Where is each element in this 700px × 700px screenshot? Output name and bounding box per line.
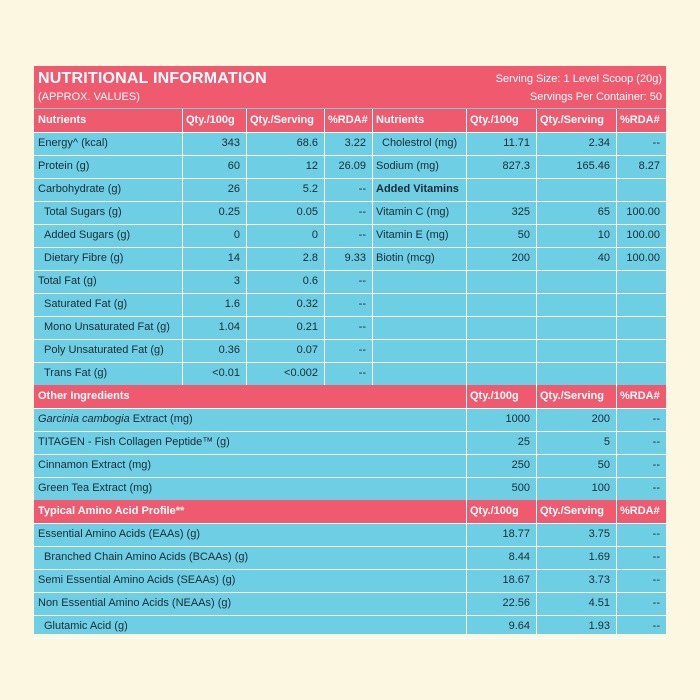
qty-per-serving: 3.75: [588, 528, 610, 540]
rda-percent: --: [358, 298, 366, 310]
qty-per-serving: 68.6: [296, 137, 318, 149]
rda-percent: [616, 339, 666, 362]
qty-per-serving: 5.2: [302, 183, 318, 195]
grid-line: [324, 109, 325, 385]
ingredient-name: [34, 477, 466, 500]
rda-percent: [616, 178, 666, 201]
table-row: [34, 431, 666, 454]
qty-per-100g: 1000: [505, 413, 530, 425]
rda-percent: 100.00: [626, 229, 660, 241]
grid-line: [34, 155, 666, 156]
rda-percent: --: [358, 367, 366, 379]
nutrient-name: Carbohydrate (g): [38, 183, 122, 195]
qty-per-100g: [466, 178, 536, 201]
ingredient-name: [34, 408, 466, 431]
qty-per-serving: 100: [591, 482, 610, 494]
column-header: Qty./100g: [470, 505, 519, 517]
nutrient-name: Saturated Fat (g): [44, 298, 128, 310]
qty-per-100g: [466, 339, 536, 362]
grid-line: [34, 178, 666, 179]
grid-line: [34, 316, 666, 317]
column-header: %RDA#: [328, 114, 368, 126]
grid-line: [182, 109, 183, 385]
qty-per-100g: 22.56: [502, 597, 530, 609]
ingredient-name: [34, 431, 466, 454]
ingredient-name: [34, 615, 466, 638]
column-header: Nutrients: [38, 114, 87, 126]
qty-per-100g: 60: [227, 160, 240, 172]
grid-line: [466, 500, 467, 638]
table-row: [34, 224, 666, 247]
qty-per-serving: [536, 178, 616, 201]
nutrient-name: [372, 362, 466, 385]
serving-size: Serving Size: 1 Level Scoop (20g): [495, 73, 662, 85]
rda-percent: [616, 270, 666, 293]
rda-percent: --: [652, 620, 660, 632]
ingredient-name-text: Non Essential Amino Acids (NEAAs) (g): [38, 597, 232, 609]
column-header: Typical Amino Acid Profile**: [38, 505, 185, 517]
grid-line: [34, 339, 666, 340]
table-row: [34, 316, 666, 339]
nutrient-name: Added Vitamins: [376, 183, 459, 195]
qty-per-100g: 827.3: [502, 160, 530, 172]
table-row: [34, 155, 666, 178]
grid-line: [34, 201, 666, 202]
grid-line: [536, 109, 537, 385]
qty-per-100g: 500: [511, 482, 530, 494]
qty-per-100g: 200: [511, 252, 530, 264]
qty-per-100g: [466, 316, 536, 339]
qty-per-serving: [536, 339, 616, 362]
ingredient-name: [34, 546, 466, 569]
rda-percent: 8.27: [638, 160, 660, 172]
qty-per-serving: 3.73: [588, 574, 610, 586]
grid-line: [34, 247, 666, 248]
table-row: [34, 546, 666, 569]
table-row: [34, 293, 666, 316]
qty-per-serving: 200: [591, 413, 610, 425]
nutrient-name: Protein (g): [38, 160, 90, 172]
other-ingredients-header-row: [34, 385, 666, 408]
qty-per-100g: 343: [221, 137, 240, 149]
qty-per-100g: 18.77: [502, 528, 530, 540]
grid-line: [34, 293, 666, 294]
qty-per-serving: [536, 362, 616, 385]
qty-per-serving: 65: [597, 206, 610, 218]
table-row: [34, 408, 666, 431]
qty-per-100g: 25: [517, 436, 530, 448]
nutrient-name: [372, 270, 466, 293]
qty-per-serving: 0.6: [302, 275, 318, 287]
grid-line: [34, 224, 666, 225]
nutrient-name: [372, 339, 466, 362]
rda-percent: --: [652, 528, 660, 540]
grid-line: [34, 638, 666, 639]
rda-percent: --: [652, 574, 660, 586]
qty-per-100g: 325: [511, 206, 530, 218]
qty-per-100g: [466, 293, 536, 316]
table-row: [34, 615, 666, 638]
grid-line: [34, 270, 666, 271]
nutrient-name: Vitamin C (mg): [376, 206, 450, 218]
grid-line: [616, 109, 617, 385]
rda-percent: [616, 316, 666, 339]
servings-per-container: Servings Per Container: 50: [529, 91, 662, 103]
nutrition-panel: [34, 66, 666, 634]
nutrient-name: Cholestrol (mg): [382, 137, 458, 149]
column-header: Qty./100g: [470, 390, 519, 402]
column-header: Qty./Serving: [250, 114, 314, 126]
column-header: Other Ingredients: [38, 390, 130, 402]
grid-line: [466, 109, 467, 385]
qty-per-100g: 1.04: [218, 321, 240, 333]
ingredient-name-text: Semi Essential Amino Acids (SEAAs) (g): [38, 574, 236, 586]
grid-line: [34, 362, 666, 363]
table-row: [34, 362, 666, 385]
qty-per-serving: 0.32: [296, 298, 318, 310]
nutrient-name: Biotin (mcg): [376, 252, 435, 264]
rda-percent: [616, 362, 666, 385]
nutrient-name: Dietary Fibre (g): [44, 252, 124, 264]
nutrient-name: [372, 316, 466, 339]
ingredient-name: [34, 592, 466, 615]
ingredient-name-text: Glutamic Acid (g): [44, 620, 128, 632]
column-header: %RDA#: [620, 390, 660, 402]
rda-percent: 100.00: [626, 206, 660, 218]
column-header: Qty./Serving: [540, 505, 604, 517]
ingredient-name-text: Essential Amino Acids (EAAs) (g): [38, 528, 201, 540]
grid-line: [616, 500, 617, 638]
rda-percent: --: [358, 229, 366, 241]
qty-per-100g: 0: [233, 229, 240, 241]
rda-percent: [616, 293, 666, 316]
qty-per-serving: 165.46: [576, 160, 610, 172]
ingredient-name-text: Green Tea Extract (mg): [38, 482, 153, 494]
rda-percent: --: [358, 344, 366, 356]
rda-percent: --: [652, 436, 660, 448]
qty-per-100g: 11.71: [503, 137, 530, 149]
rda-percent: --: [358, 183, 366, 195]
ingredient-name-text: Cinnamon Extract (mg): [38, 459, 152, 471]
ingredient-name-text: Extract (mg): [129, 413, 193, 425]
qty-per-serving: <0.002: [284, 367, 318, 379]
rda-percent: --: [652, 413, 660, 425]
table-row: [34, 339, 666, 362]
table-row: [34, 132, 666, 155]
qty-per-100g: 18.67: [502, 574, 530, 586]
qty-per-100g: [466, 362, 536, 385]
grid-line: [466, 385, 467, 500]
qty-per-serving: 0.05: [296, 206, 318, 218]
qty-per-100g: 50: [517, 229, 530, 241]
qty-per-serving: 2.34: [588, 137, 610, 149]
qty-per-serving: 0.07: [296, 344, 318, 356]
ingredient-name: [34, 569, 466, 592]
nutrient-name: Sodium (mg): [376, 160, 439, 172]
qty-per-100g: 0.36: [218, 344, 240, 356]
table-row: [34, 178, 666, 201]
rda-percent: 26.09: [338, 160, 366, 172]
qty-per-serving: 50: [597, 459, 610, 471]
ingredient-name: [34, 523, 466, 546]
rda-percent: --: [652, 482, 660, 494]
nutrient-name: Total Fat (g): [38, 275, 97, 287]
page-subtitle: (APPROX. VALUES): [38, 91, 140, 103]
ingredient-name-italic: Garcinia cambogia: [38, 413, 130, 425]
nutrient-name: Poly Unsaturated Fat (g): [44, 344, 164, 356]
table-row: [34, 247, 666, 270]
qty-per-serving: 2.8: [302, 252, 318, 264]
qty-per-serving: [536, 316, 616, 339]
rda-percent: --: [358, 275, 366, 287]
qty-per-serving: 1.93: [588, 620, 610, 632]
table-row: [34, 201, 666, 224]
qty-per-serving: [536, 293, 616, 316]
page-title: NUTRITIONAL INFORMATION: [38, 70, 267, 87]
nutrient-name: Vitamin E (mg): [376, 229, 449, 241]
grid-line: [616, 385, 617, 500]
grid-line: [536, 500, 537, 638]
rda-percent: --: [652, 459, 660, 471]
nutrient-name: Energy^ (kcal): [38, 137, 108, 149]
column-header: Nutrients: [376, 114, 425, 126]
rda-percent: 9.33: [344, 252, 366, 264]
column-header: Qty./Serving: [540, 390, 604, 402]
nutrient-name: Added Sugars (g): [44, 229, 131, 241]
rda-percent: --: [652, 551, 660, 563]
qty-per-serving: 10: [597, 229, 610, 241]
qty-per-serving: 1.69: [588, 551, 610, 563]
grid-line: [536, 385, 537, 500]
grid-line: [372, 109, 373, 385]
rda-percent: --: [358, 321, 366, 333]
grid-line: [246, 109, 247, 385]
table-row: [34, 569, 666, 592]
table-row: [34, 454, 666, 477]
qty-per-100g: 8.44: [508, 551, 530, 563]
column-header: Qty./100g: [186, 114, 235, 126]
qty-per-serving: 0: [311, 229, 318, 241]
qty-per-serving: 5: [603, 436, 610, 448]
rda-percent: --: [652, 137, 660, 149]
amino-acid-profile-header-row: [34, 500, 666, 523]
nutrient-name: [372, 293, 466, 316]
table-row: [34, 477, 666, 500]
table-row: [34, 592, 666, 615]
qty-per-100g: 0.25: [218, 206, 240, 218]
nutrient-name: Total Sugars (g): [44, 206, 122, 218]
qty-per-100g: 14: [227, 252, 240, 264]
qty-per-serving: 0.21: [296, 321, 318, 333]
table-row: [34, 523, 666, 546]
nutrition-header: [34, 66, 666, 108]
qty-per-100g: 3: [233, 275, 240, 287]
table-row: [34, 270, 666, 293]
qty-per-serving: 12: [305, 160, 318, 172]
qty-per-100g: 26: [227, 183, 240, 195]
rda-percent: 3.22: [344, 137, 366, 149]
qty-per-100g: 9.64: [508, 620, 530, 632]
nutrient-name: Trans Fat (g): [44, 367, 108, 379]
column-header: Qty./Serving: [540, 114, 604, 126]
column-header: Qty./100g: [470, 114, 519, 126]
main-table-header-row: [34, 109, 666, 132]
ingredient-name-text: Branched Chain Amino Acids (BCAAs) (g): [44, 551, 249, 563]
rda-percent: --: [652, 597, 660, 609]
qty-per-serving: 40: [597, 252, 610, 264]
column-header: %RDA#: [620, 505, 660, 517]
qty-per-100g: 1.6: [224, 298, 240, 310]
grid-line: [34, 132, 666, 133]
qty-per-serving: 4.51: [588, 597, 610, 609]
nutrient-name: Mono Unsaturated Fat (g): [44, 321, 170, 333]
rda-percent: 100.00: [626, 252, 660, 264]
ingredient-name: [34, 454, 466, 477]
qty-per-serving: [536, 270, 616, 293]
ingredient-name-text: TITAGEN - Fish Collagen Peptide™ (g): [38, 436, 230, 448]
qty-per-100g: <0.01: [212, 367, 240, 379]
qty-per-100g: [466, 270, 536, 293]
column-header: %RDA#: [620, 114, 660, 126]
qty-per-100g: 250: [511, 459, 530, 471]
rda-percent: --: [358, 206, 366, 218]
